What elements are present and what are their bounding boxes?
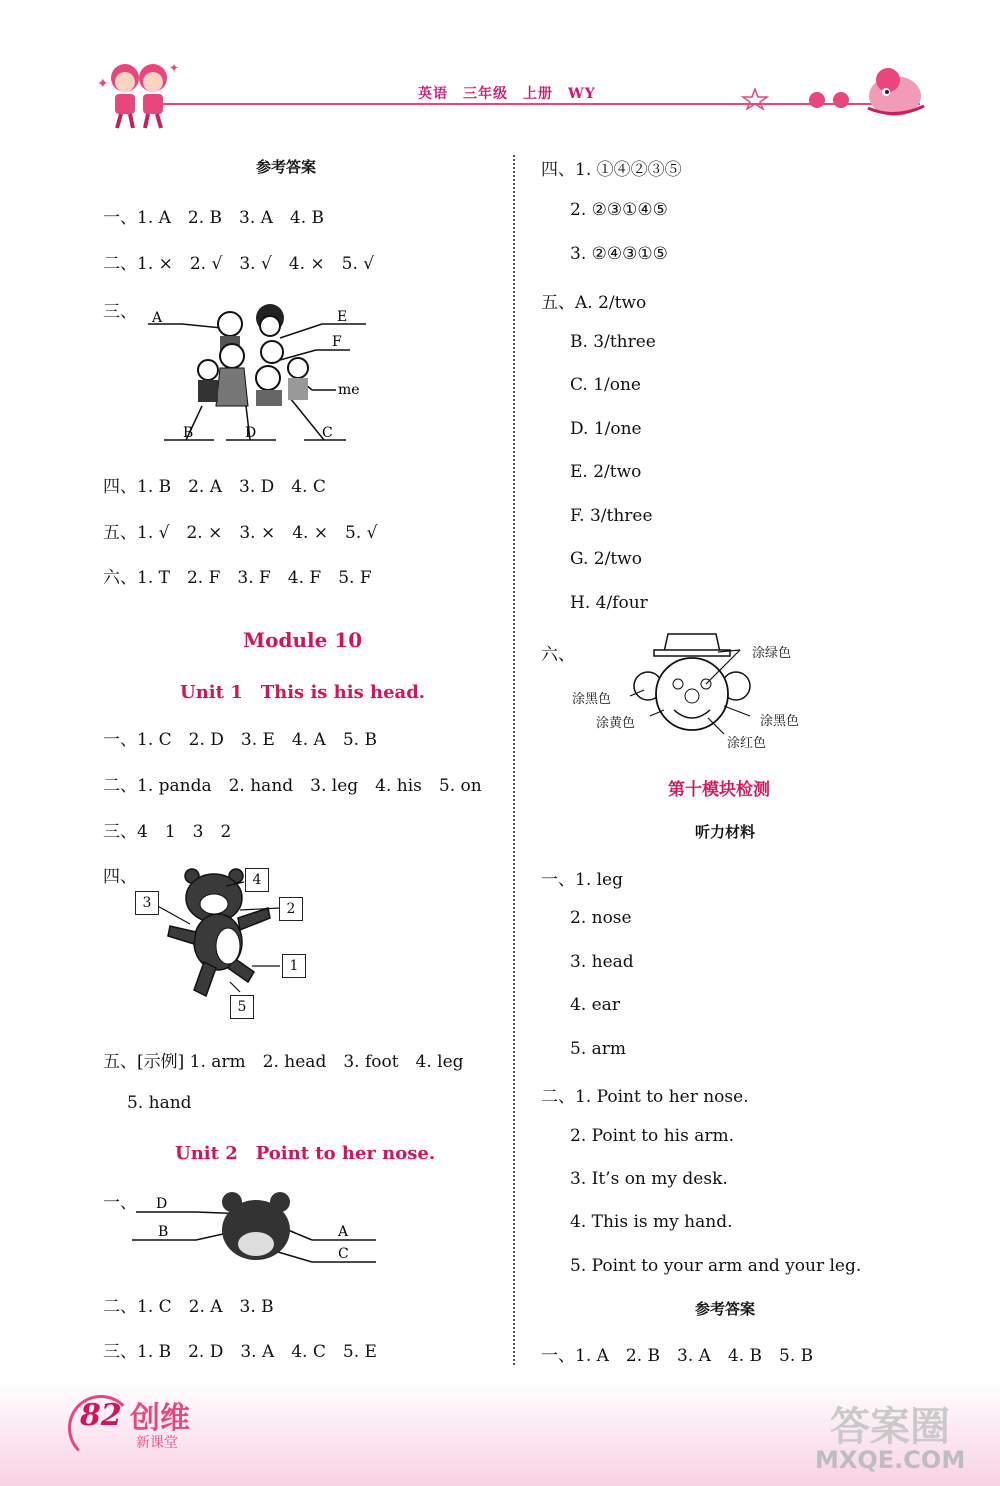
answer-line: 5. hand [127, 1093, 192, 1113]
answer-line: D. 1/one [570, 419, 642, 439]
answer-line: 3. ②④③①⑤ [570, 244, 668, 264]
watermark-url: MXQE.COM [815, 1446, 966, 1474]
answer-line: 五、[示例] 1. arm 2. head 3. foot 4. leg [103, 1052, 464, 1072]
page-number: 82 [80, 1398, 122, 1433]
label-b: B [158, 1224, 169, 1240]
bear-head-picture [128, 1186, 383, 1274]
answer-line: 三、1. B 2. D 3. A 4. C 5. E [103, 1342, 377, 1362]
label-box-5: 5 [230, 995, 254, 1019]
answer-line: G. 2/two [570, 549, 642, 569]
answer-line: 四、1. B 2. A 3. D 4. C [103, 477, 326, 497]
kids-mascot-icon [95, 58, 185, 133]
listening-line: 4. This is my hand. [570, 1212, 733, 1232]
clown-label-yellow: 涂黄色 [596, 716, 636, 731]
clown-label-black-right: 涂黑色 [760, 714, 800, 729]
answer-line: 二、1. panda 2. hand 3. leg 4. his 5. on [103, 776, 482, 796]
section-label: 一、 [103, 1193, 137, 1213]
label-box-4: 4 [245, 868, 269, 892]
listening-line: 一、1. leg [541, 870, 624, 890]
brand-logo: 创维 [130, 1401, 190, 1436]
answer-line: 六、1. T 2. F 3. F 4. F 5. F [103, 568, 372, 588]
dots-icon [805, 88, 855, 112]
family-picture [140, 298, 380, 448]
unit2-title: Unit 2 Point to her nose. [175, 1143, 436, 1164]
label-a: A [152, 310, 163, 326]
label-c: C [322, 425, 333, 441]
answer-line: B. 3/three [570, 332, 656, 352]
bird-mascot-icon [860, 62, 930, 120]
svg-text:✦: ✦ [169, 61, 180, 75]
clown-label-green: 涂绿色 [752, 646, 792, 661]
watermark: 答案圈 [830, 1404, 950, 1450]
answer-line: 四、1. ①④②③⑤ [541, 160, 682, 180]
label-box-3: 3 [135, 891, 159, 915]
answer-line: F. 3/three [570, 506, 653, 526]
label-e: E [337, 309, 348, 325]
module-title: Module 10 [243, 628, 363, 652]
column-divider [513, 155, 515, 1365]
answer-line: 一、1. A 2. B 3. A 4. B [103, 208, 325, 228]
answer-line: 三、4 1 3 2 [103, 822, 232, 842]
svg-text:✦: ✦ [97, 76, 109, 92]
answer-key-title: 参考答案 [695, 1300, 756, 1318]
unit1-title: Unit 1 This is his head. [180, 682, 426, 703]
label-box-2: 2 [279, 897, 303, 921]
brand-sub: 新课堂 [136, 1435, 178, 1451]
header-title: 英语 三年级 上册 WY [418, 86, 596, 102]
answer-line: 五、A. 2/two [541, 293, 647, 313]
listening-line: 3. It’s on my desk. [570, 1169, 728, 1189]
clown-label-black-left: 涂黑色 [572, 692, 612, 707]
answer-line: 2. ②③①④⑤ [570, 200, 668, 220]
answer-line: 一、1. C 2. D 3. E 4. A 5. B [103, 730, 377, 750]
clown-label-red: 涂红色 [727, 736, 767, 751]
listening-title: 听力材料 [695, 823, 756, 841]
label-box-1: 1 [282, 954, 306, 978]
answer-line: 二、1. C 2. A 3. B [103, 1297, 274, 1317]
listening-line: 二、1. Point to her nose. [541, 1087, 749, 1107]
listening-line: 4. ear [570, 995, 620, 1015]
label-me: me [338, 382, 360, 398]
label-d: D [245, 425, 257, 441]
label-d: D [156, 1196, 168, 1212]
star-icon [740, 88, 770, 110]
answer-key-title: 参考答案 [256, 158, 317, 176]
section-label: 三、 [103, 302, 137, 322]
listening-line: 5. Point to your arm and your leg. [570, 1256, 862, 1276]
answer-line: E. 2/two [570, 462, 642, 482]
section-label: 四、 [103, 867, 137, 887]
answer-line: 二、1. × 2. √ 3. √ 4. × 5. √ [103, 254, 375, 274]
label-a: A [338, 1224, 349, 1240]
section-label: 六、 [541, 645, 575, 665]
label-c: C [338, 1246, 349, 1262]
answer-line: H. 4/four [570, 593, 648, 613]
listening-line: 3. head [570, 952, 634, 972]
answer-line: C. 1/one [570, 375, 641, 395]
listening-line: 2. Point to his arm. [570, 1126, 734, 1146]
answer-line: 一、1. A 2. B 3. A 4. B 5. B [541, 1346, 814, 1366]
listening-line: 5. arm [570, 1039, 627, 1059]
listening-line: 2. nose [570, 908, 632, 928]
test-title: 第十模块检测 [668, 780, 770, 800]
answer-line: 五、1. √ 2. × 3. × 4. × 5. √ [103, 523, 378, 543]
label-f: F [332, 334, 342, 350]
label-b: B [183, 425, 194, 441]
